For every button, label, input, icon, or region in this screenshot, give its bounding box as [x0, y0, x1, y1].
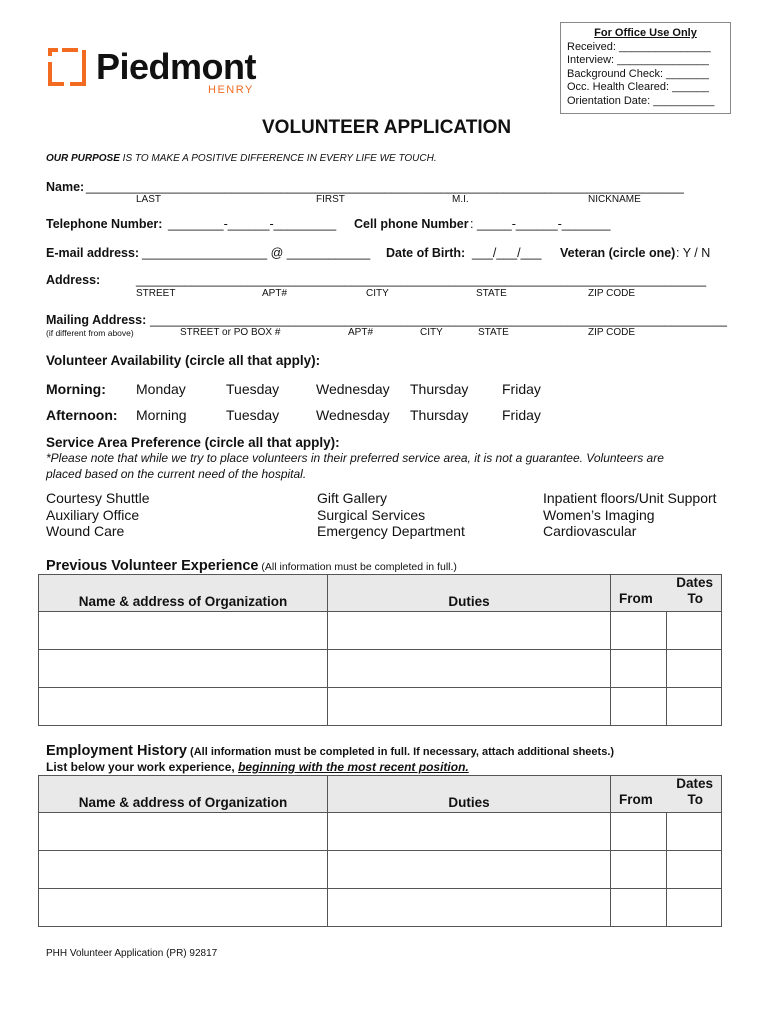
dates-label: Dates: [676, 575, 713, 590]
email-field[interactable]: __________________ @ ____________: [142, 246, 371, 260]
day-option[interactable]: Friday: [502, 407, 541, 423]
service-option[interactable]: Auxiliary Office: [46, 506, 140, 523]
service-option[interactable]: Courtesy Shuttle: [46, 490, 150, 506]
name-sub-last: LAST: [136, 194, 162, 205]
previous-heading-line: [46, 557, 457, 575]
mailing-sub-zip: ZIP CODE: [588, 327, 636, 338]
name-label: Name:: [46, 180, 85, 194]
service-option[interactable]: Gift Gallery: [317, 490, 388, 506]
from-cell[interactable]: [611, 688, 667, 726]
dates-label: Dates: [676, 776, 713, 791]
day-option[interactable]: Morning: [136, 407, 187, 423]
col-dates-header: [611, 776, 722, 813]
service-option[interactable]: Wound Care: [46, 523, 125, 539]
telephone-field[interactable]: ________-______-_________: [168, 217, 337, 231]
availability-heading: Volunteer Availability (circle all that apply):: [46, 353, 321, 368]
previous-experience-table: [38, 574, 722, 726]
address-sub-apt: APT#: [262, 288, 288, 299]
logo-sub: HENRY: [208, 84, 254, 96]
to-cell[interactable]: [667, 813, 722, 851]
employment-instructions-lead: List below your work experience,: [46, 760, 239, 774]
dob-label: Date of Birth:: [386, 246, 466, 260]
org-cell[interactable]: [39, 688, 328, 726]
service-option[interactable]: Cardiovascular: [543, 523, 637, 539]
service-option[interactable]: Emergency Department: [317, 523, 465, 539]
day-option[interactable]: Thursday: [410, 381, 469, 397]
employment-history-table: [38, 775, 722, 927]
name-sub-nickname: NICKNAME: [588, 194, 641, 205]
from-cell[interactable]: [611, 612, 667, 650]
address-label: Address:: [46, 273, 101, 287]
previous-note: (All information must be completed in full.): [258, 561, 457, 573]
office-line-interview: Interview: _______________: [567, 54, 709, 66]
previous-heading: Previous Volunteer Experience: [46, 558, 259, 574]
col-duties-header: Duties: [328, 575, 611, 612]
col-duties-header: Duties: [328, 776, 611, 813]
employment-note: (All information must be completed in full. If necessary, attach additional sheets.): [187, 746, 615, 758]
from-cell[interactable]: [611, 889, 667, 927]
employment-instructions: [46, 760, 469, 774]
day-option[interactable]: Wednesday: [316, 407, 390, 423]
to-cell[interactable]: [667, 688, 722, 726]
service-option[interactable]: Surgical Services: [317, 506, 426, 523]
veteran-field[interactable]: : Y / N: [676, 246, 711, 260]
employment-instructions-emphasis: beginning with the most recent position.: [238, 760, 469, 774]
logo-mark-icon: [44, 44, 90, 90]
email-label: E-mail address:: [46, 246, 140, 260]
service-heading: Service Area Preference (circle all that apply):: [46, 435, 340, 450]
name-sub-first: FIRST: [316, 194, 345, 205]
table-row: [39, 851, 722, 889]
col-org-header: Name & address of Organization: [39, 575, 328, 612]
office-line-orientation: Orientation Date: __________: [567, 94, 715, 107]
table-row: [39, 889, 722, 927]
mailing-field[interactable]: ___________________________________________________________________________________: [150, 313, 728, 327]
table-row: [39, 813, 722, 851]
to-cell[interactable]: [667, 889, 722, 927]
employment-heading-line: [46, 742, 614, 760]
cell-phone-field[interactable]: : _____-______-_______: [470, 217, 611, 231]
service-note-line1: *Please note that while we try to place volunteers in their preferred service area, it is not a guarantee. Volunteers are: [46, 451, 664, 465]
purpose-statement: [46, 153, 437, 164]
office-use-box: [560, 22, 731, 114]
table-row: [39, 612, 722, 650]
mailing-sub-state: STATE: [478, 327, 509, 338]
org-cell[interactable]: [39, 851, 328, 889]
to-cell[interactable]: [667, 612, 722, 650]
address-sub-city: CITY: [366, 288, 389, 299]
from-cell[interactable]: [611, 650, 667, 688]
purpose-text: IS TO MAKE A POSITIVE DIFFERENCE IN EVERY LIFE WE TOUCH.: [119, 153, 437, 164]
service-column-3: [543, 490, 717, 540]
service-column-2: [317, 490, 465, 540]
to-cell[interactable]: [667, 851, 722, 889]
from-cell[interactable]: [611, 813, 667, 851]
table-row: [39, 650, 722, 688]
table-header-row: [39, 575, 722, 612]
to-label: To: [687, 591, 703, 606]
to-label: To: [687, 792, 703, 807]
mailing-note: (if different from above): [46, 328, 134, 338]
table-row: [39, 688, 722, 726]
col-dates-header: [611, 575, 722, 612]
org-cell[interactable]: [39, 889, 328, 927]
duties-cell[interactable]: [328, 612, 611, 650]
duties-cell[interactable]: [328, 889, 611, 927]
address-sub-state: STATE: [476, 288, 507, 299]
logo-name: Piedmont: [96, 46, 257, 87]
service-option[interactable]: Inpatient floors/Unit Support: [543, 490, 717, 506]
address-field[interactable]: __________________________________________________________________________________: [136, 273, 707, 287]
org-cell[interactable]: [39, 813, 328, 851]
org-cell[interactable]: [39, 612, 328, 650]
availability-row-label: Morning:: [46, 381, 106, 397]
mailing-sub-city: CITY: [420, 327, 443, 338]
address-sub-zip: ZIP CODE: [588, 288, 636, 299]
day-option[interactable]: Monday: [136, 381, 186, 397]
cell-phone-label: Cell phone Number: [354, 217, 469, 231]
mailing-label: Mailing Address:: [46, 313, 147, 327]
availability-row-label: Afternoon:: [46, 407, 118, 423]
veteran-label: Veteran (circle one): [560, 246, 676, 260]
name-sub-mi: M.I.: [452, 194, 469, 205]
office-line-received: Received: _______________: [567, 40, 711, 53]
from-label: From: [619, 591, 653, 606]
org-cell[interactable]: [39, 650, 328, 688]
office-line-background: Background Check: _______: [567, 67, 709, 80]
service-option[interactable]: Women’s Imaging: [543, 506, 655, 523]
footer-text: PHH Volunteer Application (PR) 92817: [46, 948, 218, 959]
mailing-sub-apt: APT#: [348, 327, 374, 338]
mailing-sub-street: STREET or PO BOX #: [180, 327, 281, 338]
duties-cell[interactable]: [328, 813, 611, 851]
day-option[interactable]: Tuesday: [226, 407, 280, 423]
telephone-label: Telephone Number:: [46, 217, 163, 231]
office-line-health: Occ. Health Cleared: ______: [567, 81, 709, 93]
page-title: VOLUNTEER APPLICATION: [262, 117, 512, 138]
from-cell[interactable]: [611, 851, 667, 889]
employment-heading: Employment History: [46, 743, 187, 759]
duties-cell[interactable]: [328, 851, 611, 889]
purpose-lead: OUR PURPOSE: [46, 153, 120, 164]
day-option[interactable]: Friday: [502, 381, 541, 397]
address-sub-street: STREET: [136, 288, 176, 299]
duties-cell[interactable]: [328, 688, 611, 726]
service-column-1: [46, 490, 150, 540]
day-option[interactable]: Thursday: [410, 407, 469, 423]
name-field[interactable]: ______________________________________________________________________________________: [86, 180, 684, 194]
day-option[interactable]: Wednesday: [316, 381, 390, 397]
to-cell[interactable]: [667, 650, 722, 688]
col-org-header: Name & address of Organization: [39, 776, 328, 813]
from-label: From: [619, 792, 653, 807]
duties-cell[interactable]: [328, 650, 611, 688]
dob-field[interactable]: ___/___/___: [472, 246, 542, 260]
table-header-row: [39, 776, 722, 813]
day-option[interactable]: Tuesday: [226, 381, 280, 397]
service-note-line2: placed based on the current need of the hospital.: [46, 467, 307, 481]
office-use-title: For Office Use Only: [594, 27, 697, 39]
